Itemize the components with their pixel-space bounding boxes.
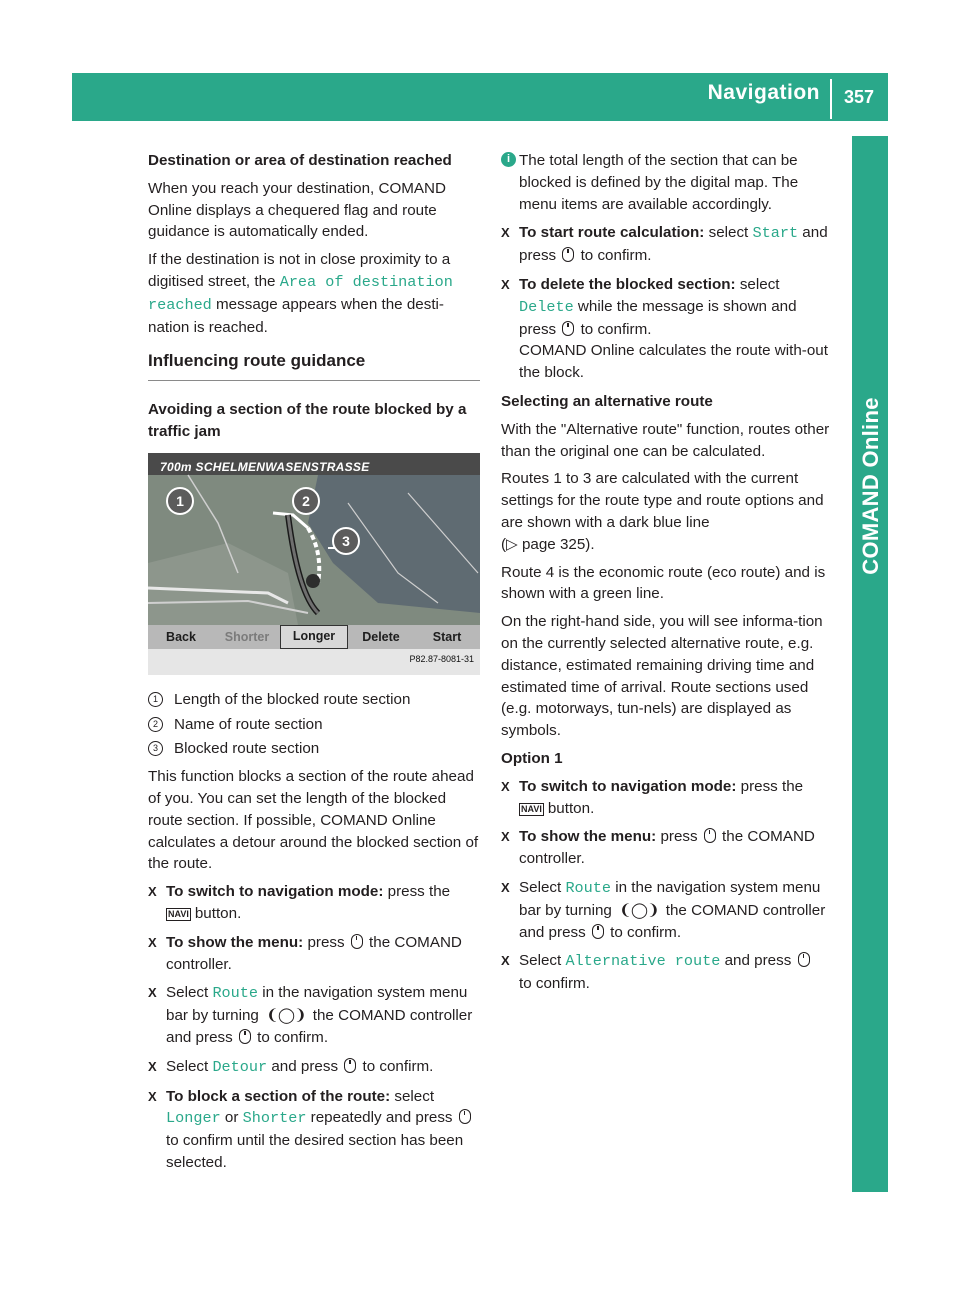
step-block-section: X To block a section of the route: select Longer or Shorter repeatedly and press to confirm until the desired section has been selected. <box>148 1086 480 1174</box>
legend-number: 1 <box>148 692 163 707</box>
map-drawing <box>148 453 480 625</box>
press-controller-icon <box>239 1029 251 1044</box>
menu-start[interactable]: Start <box>432 629 462 644</box>
step-arrow-icon: X <box>501 953 510 969</box>
step-delete-section: X To delete the blocked section: select Delete while the message is shown and press to confirm. COMAND Online calculates the route with-out the block. <box>501 275 828 382</box>
left-column <box>148 150 480 1181</box>
side-tab <box>852 136 888 1192</box>
page-reference: (▷ page 325). <box>501 535 595 553</box>
legend-item: 2 Name of route section <box>148 714 480 736</box>
page-number: 357 <box>843 87 875 107</box>
step-arrow-icon: X <box>501 225 510 241</box>
route-code: Route <box>565 878 612 897</box>
step-arrow-icon: X <box>148 1058 157 1074</box>
navi-key-icon: NAVI <box>168 908 189 919</box>
navi-key-icon: NAVI <box>521 803 542 814</box>
destination-paragraph-2: If the destination is not in close proximity to a digitised street, the Area of destination reached message appears when the desti-nation is reached. <box>148 251 453 336</box>
step-select-detour: X Select Detour and press to confirm. <box>148 1057 434 1076</box>
map-menu-bar <box>148 625 480 649</box>
shorter-code: Shorter <box>242 1109 307 1128</box>
page-header <box>72 73 888 121</box>
start-code: Start <box>752 224 799 243</box>
map-footer <box>148 649 480 675</box>
callout-3: 3 <box>332 527 360 555</box>
callout-1: 1 <box>166 487 194 515</box>
alt-route-heading: Selecting an alternative route <box>501 392 713 410</box>
step-arrow-icon: X <box>148 934 157 950</box>
legend-item: 1 Length of the blocked route section <box>148 689 480 711</box>
legend-item: 3 Blocked route section <box>148 738 480 760</box>
delete-code: Delete <box>519 297 574 316</box>
destination-paragraph: When you reach your destination, COMAND Online displays a chequered flag and route guidance is automatically ended. <box>148 179 446 241</box>
press-controller-icon <box>798 952 810 967</box>
press-controller-icon <box>351 934 363 949</box>
press-controller-icon <box>344 1058 356 1073</box>
detour-code: Detour <box>212 1057 268 1076</box>
step-arrow-icon: X <box>501 879 510 895</box>
area-of-destination-code: Area of destination reached <box>148 272 453 314</box>
image-code: P82.87-8081-31 <box>409 653 474 664</box>
press-controller-icon <box>592 924 604 939</box>
step-arrow-icon: X <box>148 985 157 1001</box>
press-controller-icon <box>704 828 716 843</box>
opt-step-nav-mode: X To switch to navigation mode: press the NAVI button. <box>501 777 804 817</box>
step-arrow-icon: X <box>148 1088 157 1104</box>
turn-controller-icon: ❨◯❩ <box>266 1007 306 1025</box>
section-title: Navigation <box>707 81 820 104</box>
alt-paragraph-1: With the "Alternative route" function, routes other than the original one can be calculated. <box>501 420 830 460</box>
menu-shorter[interactable]: Shorter <box>224 629 270 644</box>
turn-controller-icon: ❨◯❩ <box>619 901 659 919</box>
avoid-heading: Avoiding a section of the route blocked by a traffic jam <box>148 401 467 440</box>
influencing-heading: Influencing route guidance <box>148 350 480 381</box>
menu-delete[interactable]: Delete <box>362 629 400 644</box>
alt-paragraph-3: Route 4 is the economic route (eco route) and is shown with a green line. <box>501 563 826 603</box>
legend-number: 3 <box>148 741 163 756</box>
legend-number: 2 <box>148 717 163 732</box>
menu-longer[interactable]: Longer <box>280 625 348 649</box>
opt-step-select-route: X Select Route in the navigation system menu bar by turning ❨◯❩ the COMAND controller and press to confirm. <box>501 878 826 941</box>
map-screenshot <box>148 453 480 675</box>
step-arrow-icon: X <box>148 884 157 900</box>
right-column <box>501 150 833 1002</box>
map-title: 700m SCHELMENWASENSTRASSE <box>160 459 370 474</box>
step-show-menu: X To show the menu: press the COMAND controller. <box>148 933 462 973</box>
alt-paragraph-2: Routes 1 to 3 are calculated with the current settings for the route type and route options and are shown with a dark blue line (▷ page 325). <box>501 470 824 553</box>
opt-step-show-menu: X To show the menu: press the COMAND controller. <box>501 828 815 868</box>
info-icon: i <box>501 152 516 167</box>
step-start-calculation: X To start route calculation: select Start and press to confirm. <box>501 224 828 265</box>
step-arrow-icon: X <box>501 829 510 845</box>
press-controller-icon <box>562 247 574 262</box>
function-paragraph: This function blocks a section of the route ahead of you. You can set the length of the blocked route section. If possible, COMAND Online calculates a detour around the blocked section of the route. <box>148 768 479 873</box>
alternative-route-code: Alternative route <box>565 952 721 971</box>
route-code: Route <box>212 984 259 1003</box>
step-select-route: X Select Route in the navigation system menu bar by turning ❨◯❩ the COMAND controller and press to confirm. <box>148 984 473 1046</box>
step-arrow-icon: X <box>501 778 510 794</box>
option-heading: Option 1 <box>501 749 563 767</box>
info-note: i The total length of the section that can be blocked is defined by the digital map. The menu items are available accordingly. <box>501 150 833 215</box>
destination-heading: Destination or area of destination reached <box>148 152 452 169</box>
press-controller-icon <box>459 1109 471 1124</box>
alt-paragraph-4: On the right-hand side, you will see informa-tion on the currently selected alternative route, e.g. distance, estimated remaining driving time and estimated time of arrival. Route sections used (e.g. motorways, tun-nels) are displayed as symbols. <box>501 613 823 740</box>
callout-2: 2 <box>292 487 320 515</box>
step-arrow-icon: X <box>501 276 510 292</box>
side-tab-label: COMAND Online <box>858 397 883 575</box>
step-nav-mode: X To switch to navigation mode: press the NAVI button. <box>148 883 451 922</box>
press-controller-icon <box>562 321 574 336</box>
longer-code: Longer <box>166 1109 221 1128</box>
menu-back[interactable]: Back <box>166 629 196 644</box>
opt-step-alt-route: X Select Alternative route and press to confirm. <box>501 950 833 995</box>
